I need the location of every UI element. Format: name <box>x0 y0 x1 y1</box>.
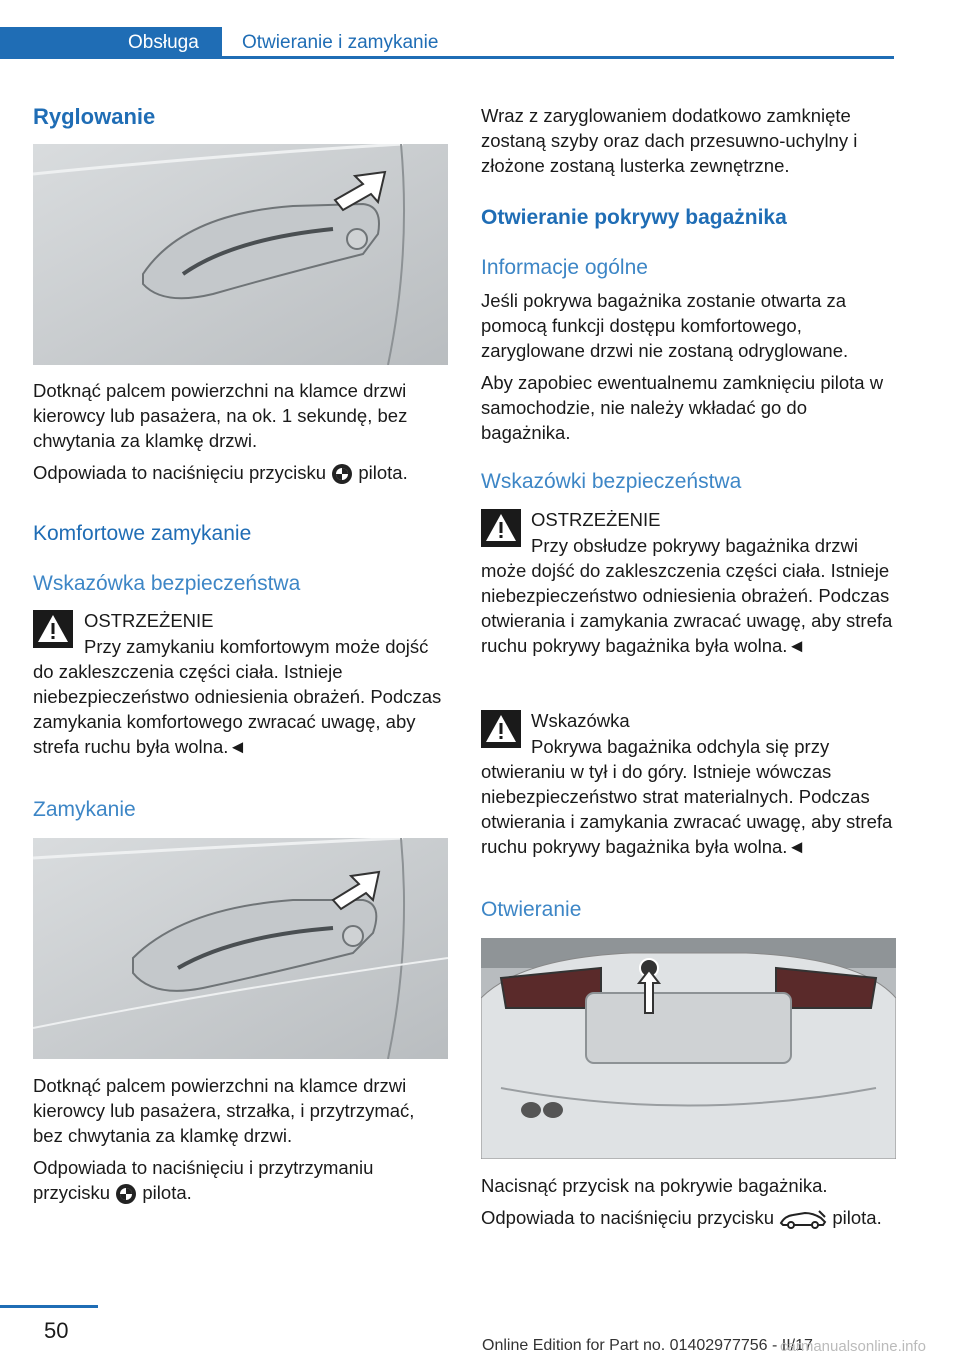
warning-1-block <box>481 533 897 658</box>
warning-2-title: Wskazówka <box>531 710 630 731</box>
warning-2-block <box>481 734 897 859</box>
warning-1-text: Przy obsłudze pokrywy bagażnika drzwi może dojść do zakleszczenia części ciała. Istnieje niebezpieczeństwo odniesienia obrażeń. Podczas otwierania i zamykania zwracać uwagę, aby strefa ruchu pokrywy bagażnika była wolna.◄ <box>481 535 893 656</box>
heading-wskazowki-bezpieczenstwa: Wskazówki bezpieczeństwa <box>481 470 742 493</box>
trunk-image <box>481 938 896 1159</box>
paragraph-zamykanie-button: Odpowiada to naciśnięciu i przytrzymaniu przycisku pilota. <box>33 1155 449 1205</box>
lock-button-icon <box>115 1183 137 1205</box>
footer-edition: Online Edition for Part no. 01402977756 - II/17 <box>482 1337 813 1354</box>
trunk-button-icon <box>779 1208 827 1230</box>
heading-informacje-ogolne: Informacje ogólne <box>481 256 648 279</box>
heading-zamykanie: Zamykanie <box>33 798 136 821</box>
paragraph-otwieranie: Nacisnąć przycisk na pokrywie bagażnika. <box>481 1175 828 1196</box>
heading-ryglowanie: Ryglowanie <box>33 104 156 129</box>
door-handle-image-2 <box>33 838 448 1059</box>
lock-button-icon <box>331 463 353 485</box>
section-label: Obsługa <box>128 32 199 53</box>
section-tab <box>0 27 222 59</box>
heading-wskazowka-bezpieczenstwa: Wskazówka bezpieczeństwa <box>33 572 301 595</box>
warning-1-title: OSTRZEŻENIE <box>531 509 661 530</box>
warning-2-text: Pokrywa bagażnika odchyla się przy otwieraniu w tył i do góry. Istnieje wówczas niebezpieczeństwo strat materialnych. Podczas otwierania i zamykania zwracać uwagę, aby strefa ruchu pokrywy bagażnika była wolna.◄ <box>481 736 893 857</box>
page-number: 50 <box>44 1318 69 1343</box>
paragraph-zamykanie: Dotknąć palcem powierzchni na klamce drzwi kierowcy lub pasażera, strzałka, i przytrzymać, bez chwytania za klamkę drzwi. <box>33 1075 415 1146</box>
paragraph-ryglowanie-button: Odpowiada to naciśnięciu przycisku pilota. <box>33 460 449 485</box>
door-handle-illustration <box>33 838 448 1059</box>
paragraph-zaryglowanie: Wraz z zaryglowaniem dodatkowo zamknięte zostaną szyby oraz dach przesuwno-uchylny i złożone zostaną lusterka zewnętrzne. <box>481 105 858 176</box>
warning-block <box>33 634 443 759</box>
heading-otwieranie-pokrywy: Otwieranie pokrywy bagażnika <box>481 206 787 229</box>
watermark: carmanualsonline.info <box>780 1338 926 1355</box>
subsection-tab <box>222 27 894 59</box>
heading-komfortowe-zamykanie: Komfortowe zamykanie <box>33 522 252 545</box>
paragraph-ryglowanie: Dotknąć palcem powierzchni na klamce drzwi kierowcy lub pasażera, na ok. 1 sekundę, bez chwytania za klamkę drzwi. <box>33 380 408 451</box>
paragraph-informacje: Jeśli pokrywa bagażnika zostanie otwarta za pomocą funkcji dostępu komfortowego, zaryglowane drzwi nie zostaną odryglowane. <box>481 290 849 361</box>
warning-text: Przy zamykaniu komfortowym może dojść do zakleszczenia części ciała. Istnieje niebezpieczeństwo odniesienia obrażeń. Podczas zamykania komfortowego zwracać uwagę, aby strefa ruchu była wolna.◄ <box>33 636 442 757</box>
paragraph-pilot: Aby zapobiec ewentualnemu zamknięciu pilota w samochodzie, nie należy wkładać go do bagażnika. <box>481 372 884 443</box>
trunk-illustration <box>481 938 896 1159</box>
door-handle-image-1 <box>33 144 448 365</box>
heading-otwieranie: Otwieranie <box>481 898 582 921</box>
warning-title: OSTRZEŻENIE <box>84 610 214 631</box>
page-header <box>0 27 894 59</box>
paragraph-otwieranie-button: Odpowiada to naciśnięciu przycisku pilota. <box>481 1205 897 1230</box>
footer-line <box>0 1305 98 1308</box>
subsection-label: Otwieranie i zamykanie <box>242 32 439 53</box>
door-handle-illustration <box>33 144 448 365</box>
